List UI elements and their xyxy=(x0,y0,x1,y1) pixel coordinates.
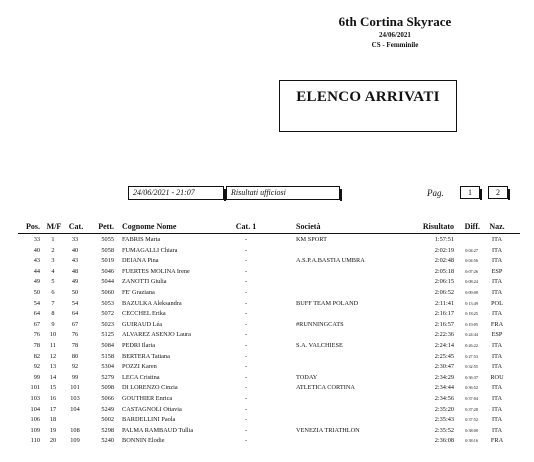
cell-nation: ITA xyxy=(492,310,502,318)
cell-cat: 92 xyxy=(71,363,79,371)
results-title: ELENCO ARRIVATI xyxy=(296,89,440,105)
cell-result: 2:34:29 xyxy=(434,373,454,381)
cell-pos: 44 xyxy=(33,267,40,275)
table-row xyxy=(0,246,534,257)
cell-pos: 92 xyxy=(33,363,40,371)
cell-cat: 43 xyxy=(71,257,79,265)
cell-pos: 43 xyxy=(33,257,40,265)
cell-name: DI LORENZO Cinzia xyxy=(122,384,178,392)
cell-diff: 0:32:55 xyxy=(465,364,478,370)
cell-mf: 7 xyxy=(51,299,55,307)
cell-mf: 19 xyxy=(49,426,57,434)
cell-result: 2:16:57 xyxy=(434,320,454,328)
cell-club: KM SPORT xyxy=(296,236,327,243)
cell-name: ALVAREZ ASENJO Laura xyxy=(122,331,191,339)
cell-cat1: - xyxy=(244,278,248,286)
table-row xyxy=(0,383,534,394)
cell-result: 2:30:47 xyxy=(434,363,454,371)
cell-cat: 109 xyxy=(70,437,80,445)
results-table xyxy=(0,235,534,447)
cell-diff: 0:38:16 xyxy=(465,438,478,444)
cell-cat: 78 xyxy=(71,341,79,349)
cell-pos: 76 xyxy=(33,331,40,339)
cell-bib: 5044 xyxy=(101,278,114,286)
cell-name: BARDELLINI Paola xyxy=(122,416,176,424)
cell-mf: 13 xyxy=(49,363,57,371)
cell-cat1: - xyxy=(244,416,248,424)
cell-bib: 5125 xyxy=(101,331,114,339)
cell-diff: 0:26:22 xyxy=(465,342,478,348)
cell-cat1: - xyxy=(244,437,248,445)
cell-cat: 49 xyxy=(71,278,79,286)
cell-pos: 106 xyxy=(30,416,40,424)
cell-pos: 40 xyxy=(33,246,40,254)
cell-name: FABRIS Marta xyxy=(122,236,161,243)
cell-nation: ITA xyxy=(492,352,502,360)
cell-result: 2:06:52 xyxy=(434,288,454,296)
cell-mf: 10 xyxy=(49,331,57,339)
cell-diff: 0:19:05 xyxy=(465,321,478,327)
cell-pos: 50 xyxy=(33,288,40,296)
cell-name: GUIRAUD Léa xyxy=(122,320,163,328)
cell-nation: ITA xyxy=(492,416,502,424)
cell-mf: 2 xyxy=(51,246,55,254)
cell-cat: 50 xyxy=(71,288,79,296)
table-row xyxy=(0,426,534,437)
cell-name: PEDRI Ilaria xyxy=(122,341,156,349)
cell-cat1: - xyxy=(244,426,248,434)
cell-diff: 0:27:53 xyxy=(465,353,478,359)
cell-name: BAZULKA Aleksandra xyxy=(122,299,182,307)
cell-bib: 5249 xyxy=(101,405,114,413)
cell-bib: 5066 xyxy=(101,394,114,402)
cell-mf: 1 xyxy=(51,236,55,243)
cell-nation: ITA xyxy=(492,341,502,349)
cell-result: 2:05:18 xyxy=(434,267,454,275)
current-page-box[interactable]: 1 xyxy=(460,186,480,199)
cell-bib: 5098 xyxy=(101,384,114,392)
cell-nation: ITA xyxy=(492,405,502,413)
table-row xyxy=(0,320,534,331)
table-row xyxy=(0,405,534,416)
cell-name: LECA Cristina xyxy=(122,373,160,381)
table-row xyxy=(0,277,534,288)
cell-diff: 0:08:24 xyxy=(465,279,478,285)
race-date: 24/06/2021 xyxy=(379,31,411,39)
cell-cat1: - xyxy=(244,384,248,392)
cell-bib: 5023 xyxy=(101,320,114,328)
cell-name: CASTAGNOLI Ottavia xyxy=(122,405,182,413)
cell-diff: 0:18:25 xyxy=(465,311,478,317)
cell-name: BERTERA Tatiana xyxy=(122,352,170,360)
col-cat: Cat. xyxy=(68,222,84,231)
table-row xyxy=(0,436,534,447)
cell-pos: 78 xyxy=(33,341,40,349)
cell-nation: ITA xyxy=(492,426,502,434)
cell-nation: POL xyxy=(491,299,503,307)
cell-diff: 0:37:04 xyxy=(465,395,478,401)
cell-cat: 80 xyxy=(71,352,79,360)
table-row xyxy=(0,256,534,267)
cell-mf: 17 xyxy=(49,405,57,413)
cell-club: VENEZIA TRIATHLON xyxy=(296,426,360,434)
cell-nation: ITA xyxy=(492,257,502,265)
cell-pos: 33 xyxy=(33,236,40,243)
header-rule xyxy=(18,233,520,234)
cell-cat: 101 xyxy=(70,384,80,392)
cell-result: 2:36:08 xyxy=(434,437,454,445)
cell-mf: 5 xyxy=(51,278,55,286)
col-mf: M/F xyxy=(46,222,62,231)
cell-result: 2:34:56 xyxy=(434,394,454,402)
cell-mf: 20 xyxy=(49,437,57,445)
timestamp-box: 24/06/2021 - 21:07 xyxy=(128,186,224,200)
table-row xyxy=(0,267,534,278)
col-pos: Pos. xyxy=(26,222,40,231)
cell-nation: ITA xyxy=(492,246,502,254)
cell-cat: 54 xyxy=(71,299,79,307)
cell-diff: 0:37:52 xyxy=(465,417,478,423)
cell-result: 1:57:51 xyxy=(434,236,454,243)
cell-nation: FRA xyxy=(490,437,504,445)
cell-diff: 0:09:00 xyxy=(465,289,478,295)
cell-cat1: - xyxy=(244,363,248,371)
race-title: 6th Cortina Skyrace xyxy=(338,14,452,29)
cell-mf: 18 xyxy=(49,416,57,424)
table-row xyxy=(0,330,534,341)
cell-cat: 104 xyxy=(70,405,80,413)
cell-result: 2:34:44 xyxy=(434,384,454,392)
cell-pos: 99 xyxy=(33,373,40,381)
cell-diff: 0:36:37 xyxy=(465,374,478,380)
cell-club: ATLETICA CORTINA xyxy=(296,384,355,392)
cell-result: 2:02:19 xyxy=(434,246,454,254)
cell-result: 2:11:41 xyxy=(434,299,454,307)
status-box: Risultati ufficiosi xyxy=(226,186,340,200)
cell-bib: 5158 xyxy=(101,352,114,360)
cell-result: 2:35:20 xyxy=(434,405,454,413)
cell-cat: 40 xyxy=(71,246,79,254)
cell-cat1: - xyxy=(244,405,248,413)
cell-cat1: - xyxy=(244,394,248,402)
cell-bib: 5279 xyxy=(101,373,114,381)
col-name: Cognome Nome xyxy=(122,222,177,231)
table-row xyxy=(0,235,534,246)
cell-cat: 76 xyxy=(71,331,79,339)
cell-cat1: - xyxy=(244,331,248,339)
cell-name: FUMAGALLI Chiara xyxy=(122,246,178,254)
cell-bib: 5019 xyxy=(101,257,114,265)
cell-mf: 11 xyxy=(49,341,57,349)
cell-nation: ITA xyxy=(492,394,502,402)
table-row xyxy=(0,309,534,320)
cell-bib: 5053 xyxy=(101,299,114,307)
cell-pos: 67 xyxy=(33,320,40,328)
cell-cat1: - xyxy=(244,257,248,265)
cell-bib: 5055 xyxy=(101,236,114,243)
cell-club: TODAY xyxy=(296,373,318,381)
cell-pos: 49 xyxy=(33,278,40,286)
cell-pos: 82 xyxy=(33,352,40,360)
cell-bib: 5240 xyxy=(101,437,114,445)
cell-nation: ESP xyxy=(491,331,503,339)
cell-bib: 5304 xyxy=(101,363,114,371)
col-cat1: Cat. 1 xyxy=(235,222,257,231)
total-pages-box[interactable]: 2 xyxy=(488,186,508,199)
table-row xyxy=(0,373,534,384)
cell-cat1: - xyxy=(244,341,248,349)
cell-mf: 14 xyxy=(49,373,57,381)
cell-name: PALMA RAMBAUD Tullia xyxy=(122,426,194,434)
results-title-box xyxy=(279,80,457,132)
cell-name: GOUTHIER Enrica xyxy=(122,394,173,402)
cell-result: 2:22:36 xyxy=(434,331,454,339)
cell-nation: ITA xyxy=(492,236,502,243)
cell-pos: 101 xyxy=(30,384,40,392)
cell-cat1: - xyxy=(244,373,248,381)
race-category: CS - Femminile xyxy=(371,41,419,49)
cell-diff: 0:04:27 xyxy=(465,247,478,253)
table-row xyxy=(0,341,534,352)
table-row xyxy=(0,362,534,373)
cell-cat1: - xyxy=(244,299,248,307)
cell-nation: ITA xyxy=(492,363,502,371)
cell-cat1: - xyxy=(244,288,248,296)
cell-club: BUFF TEAM POLAND xyxy=(296,299,359,307)
cell-cat: 33 xyxy=(71,236,79,243)
cell-diff: 0:13:49 xyxy=(465,300,478,306)
cell-result: 2:02:48 xyxy=(434,257,454,265)
cell-club: S.A. VALCHIESE xyxy=(296,341,343,349)
cell-result: 2:24:14 xyxy=(434,341,454,349)
table-row xyxy=(0,352,534,363)
cell-pos: 104 xyxy=(30,405,40,413)
cell-name: ZANOTTI Giulia xyxy=(122,278,167,286)
cell-name: CECCHEL Erika xyxy=(122,310,166,318)
table-row xyxy=(0,299,534,310)
cell-cat1: - xyxy=(244,352,248,360)
cell-bib: 5002 xyxy=(101,416,114,424)
cell-pos: 109 xyxy=(30,426,40,434)
cell-mf: 9 xyxy=(51,320,55,328)
cell-diff: 0:36:52 xyxy=(465,385,478,391)
cell-club: #RUNNINGCATS xyxy=(296,320,344,328)
table-row xyxy=(0,288,534,299)
cell-pos: 54 xyxy=(33,299,40,307)
cell-result: 2:06:15 xyxy=(434,278,454,286)
cell-mf: 4 xyxy=(51,267,55,275)
cell-cat1: - xyxy=(244,310,248,318)
cell-cat: 103 xyxy=(70,394,80,402)
cell-result: 2:35:43 xyxy=(434,416,454,424)
cell-bib: 5298 xyxy=(101,426,114,434)
cell-nation: ITA xyxy=(492,288,502,296)
cell-bib: 5072 xyxy=(101,310,114,318)
cell-cat1: - xyxy=(244,246,248,254)
cell-name: POZZI Karen xyxy=(122,363,157,371)
cell-name: FE' Graziana xyxy=(122,288,155,296)
cell-mf: 3 xyxy=(51,257,55,265)
col-risultato: Risultato xyxy=(422,222,454,231)
cell-bib: 5046 xyxy=(101,267,114,275)
cell-mf: 6 xyxy=(51,288,55,296)
cell-mf: 8 xyxy=(51,310,55,318)
cell-cat: 64 xyxy=(71,310,79,318)
cell-cat: 99 xyxy=(71,373,79,381)
cell-pos: 64 xyxy=(33,310,40,318)
col-diff: Diff. xyxy=(464,222,480,231)
cell-club: A.S.P.A.BASTIA UMBRA xyxy=(296,257,365,265)
cell-result: 2:25:45 xyxy=(434,352,454,360)
cell-diff: 0:24:44 xyxy=(465,332,478,338)
cell-pos: 103 xyxy=(30,394,40,402)
cell-nation: FRA xyxy=(490,320,504,328)
cell-mf: 16 xyxy=(49,394,57,402)
cell-diff: 0:07:26 xyxy=(465,268,478,274)
table-row xyxy=(0,415,534,426)
cell-pos: 110 xyxy=(30,437,40,445)
cell-nation: ITA xyxy=(492,384,502,392)
cell-cat: 67 xyxy=(71,320,79,328)
cell-cat: 108 xyxy=(70,426,80,434)
cell-name: BONNIN Elodie xyxy=(122,437,165,445)
cell-name: FUERTES MOLINA Irene xyxy=(122,267,190,275)
cell-cat: 48 xyxy=(71,267,79,275)
cell-bib: 5084 xyxy=(101,341,114,349)
cell-bib: 5058 xyxy=(101,246,114,254)
cell-bib: 5060 xyxy=(101,288,114,296)
cell-name: DEIANA Pina xyxy=(122,257,159,265)
cell-cat1: - xyxy=(244,236,248,243)
cell-result: 2:16:17 xyxy=(434,310,454,318)
cell-cat1: - xyxy=(244,320,248,328)
col-naz: Naz. xyxy=(489,222,505,231)
cell-nation: ROU xyxy=(490,373,504,381)
cell-result: 2:35:52 xyxy=(434,426,454,434)
table-row xyxy=(0,394,534,405)
cell-diff: 0:04:56 xyxy=(465,258,478,264)
cell-diff: 0:38:00 xyxy=(465,427,478,433)
cell-cat1: - xyxy=(244,267,248,275)
col-pett: Pett. xyxy=(98,222,114,231)
cell-diff: 0:37:28 xyxy=(465,406,478,412)
page-label: Pag. xyxy=(427,188,444,198)
cell-nation: ITA xyxy=(492,278,502,286)
col-societa: Società xyxy=(296,222,321,231)
cell-nation: ESP xyxy=(491,267,503,275)
cell-mf: 15 xyxy=(49,384,57,392)
cell-mf: 12 xyxy=(49,352,57,360)
